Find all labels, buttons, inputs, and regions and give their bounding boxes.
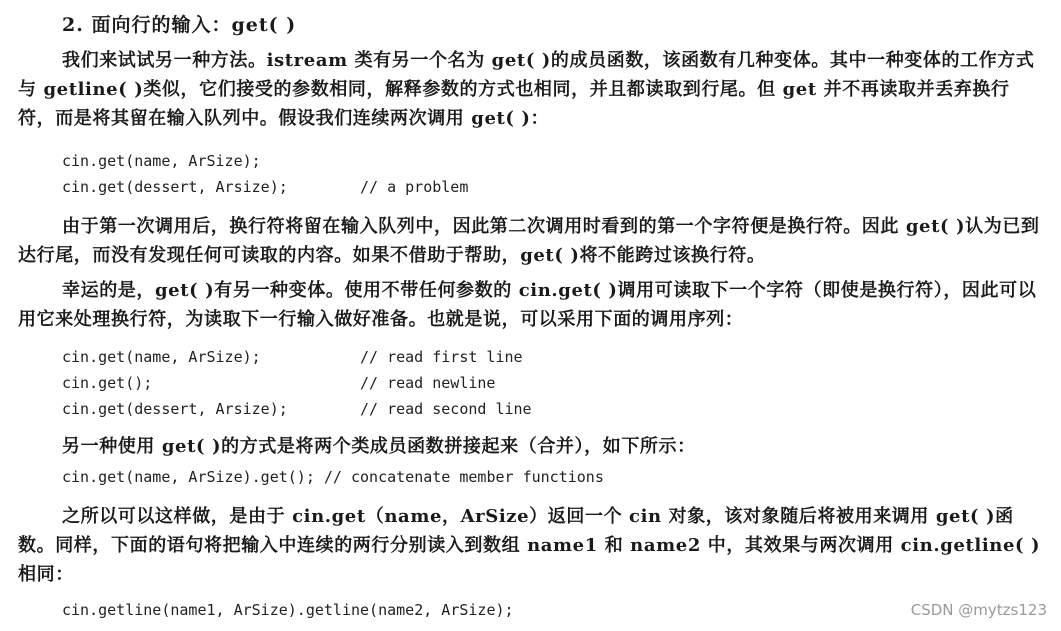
code-text: cin.get(dessert, Arsize); <box>62 400 288 418</box>
paragraph-intro <box>18 46 1046 133</box>
paragraph-concatenate-text: 另一种使用 get( )的方式是将两个类成员函数拼接起来（合并），如下所示： <box>62 436 696 457</box>
code-comment: // a problem <box>360 178 469 196</box>
code-text: cin.get(dessert, Arsize); <box>62 178 288 196</box>
watermark: CSDN @mytzs123 <box>910 601 1047 619</box>
code-text: cin.get(name, ArSize); <box>62 152 261 170</box>
code-line <box>62 396 532 422</box>
code-line <box>62 344 532 370</box>
code-text: cin.get(name, ArSize); <box>62 348 261 366</box>
code-block-getline <box>62 597 514 623</box>
code-line <box>62 148 468 174</box>
code-comment: // read newline <box>360 374 496 392</box>
paragraph-explanation <box>18 502 1046 589</box>
paragraph-variant <box>18 276 1046 334</box>
paragraph-concatenate <box>18 432 1046 461</box>
paragraph-explanation-text: 之所以可以这样做，是由于 cin.get（name，ArSize）返回一个 cin 对象，该对象随后将被用来调用 get( )函数。同样，下面的语句将把输入中连续的两行分别读入到数组 name1 和 name2 中，其效果与两次调用 cin.getline( )相同： <box>18 506 1041 585</box>
code-block-concatenate <box>62 464 604 490</box>
paragraph-intro-text: 我们来试试另一种方法。istream 类有另一个名为 get( )的成员函数，该函数有几种变体。其中一种变体的工作方式与 getline( )类似，它们接受的参数相同，解释参数的方式也相同，并且都读取到行尾。但 get 并不再读取并丢弃换行符，而是将其留在输入队列中。假设我们连续两次调用 get( )： <box>18 50 1035 129</box>
code-text: cin.get(name, ArSize).get(); // concatenate member functions <box>62 468 604 486</box>
code-line <box>62 174 468 200</box>
paragraph-problem <box>18 212 1046 270</box>
code-text: cin.getline(name1, ArSize).getline(name2, ArSize); <box>62 601 514 619</box>
code-block-two-gets <box>62 148 468 200</box>
code-block-sequence <box>62 344 532 422</box>
code-line <box>62 370 532 396</box>
section-heading: 2. 面向行的输入：get( ) <box>62 14 297 36</box>
paragraph-problem-text: 由于第一次调用后，换行符将留在输入队列中，因此第二次调用时看到的第一个字符便是换行符。因此 get( )认为已到达行尾，而没有发现任何可读取的内容。如果不借助于帮助，get( )将不能跨过该换行符。 <box>18 216 1040 266</box>
code-text: cin.get(); <box>62 374 153 392</box>
paragraph-variant-text: 幸运的是，get( )有另一种变体。使用不带任何参数的 cin.get( )调用可读取下一个字符（即使是换行符），因此可以用它来处理换行符，为读取下一行输入做好准备。也就是说，可以采用下面的调用序列： <box>18 280 1037 330</box>
code-comment: // read first line <box>360 348 523 366</box>
code-comment: // read second line <box>360 400 532 418</box>
